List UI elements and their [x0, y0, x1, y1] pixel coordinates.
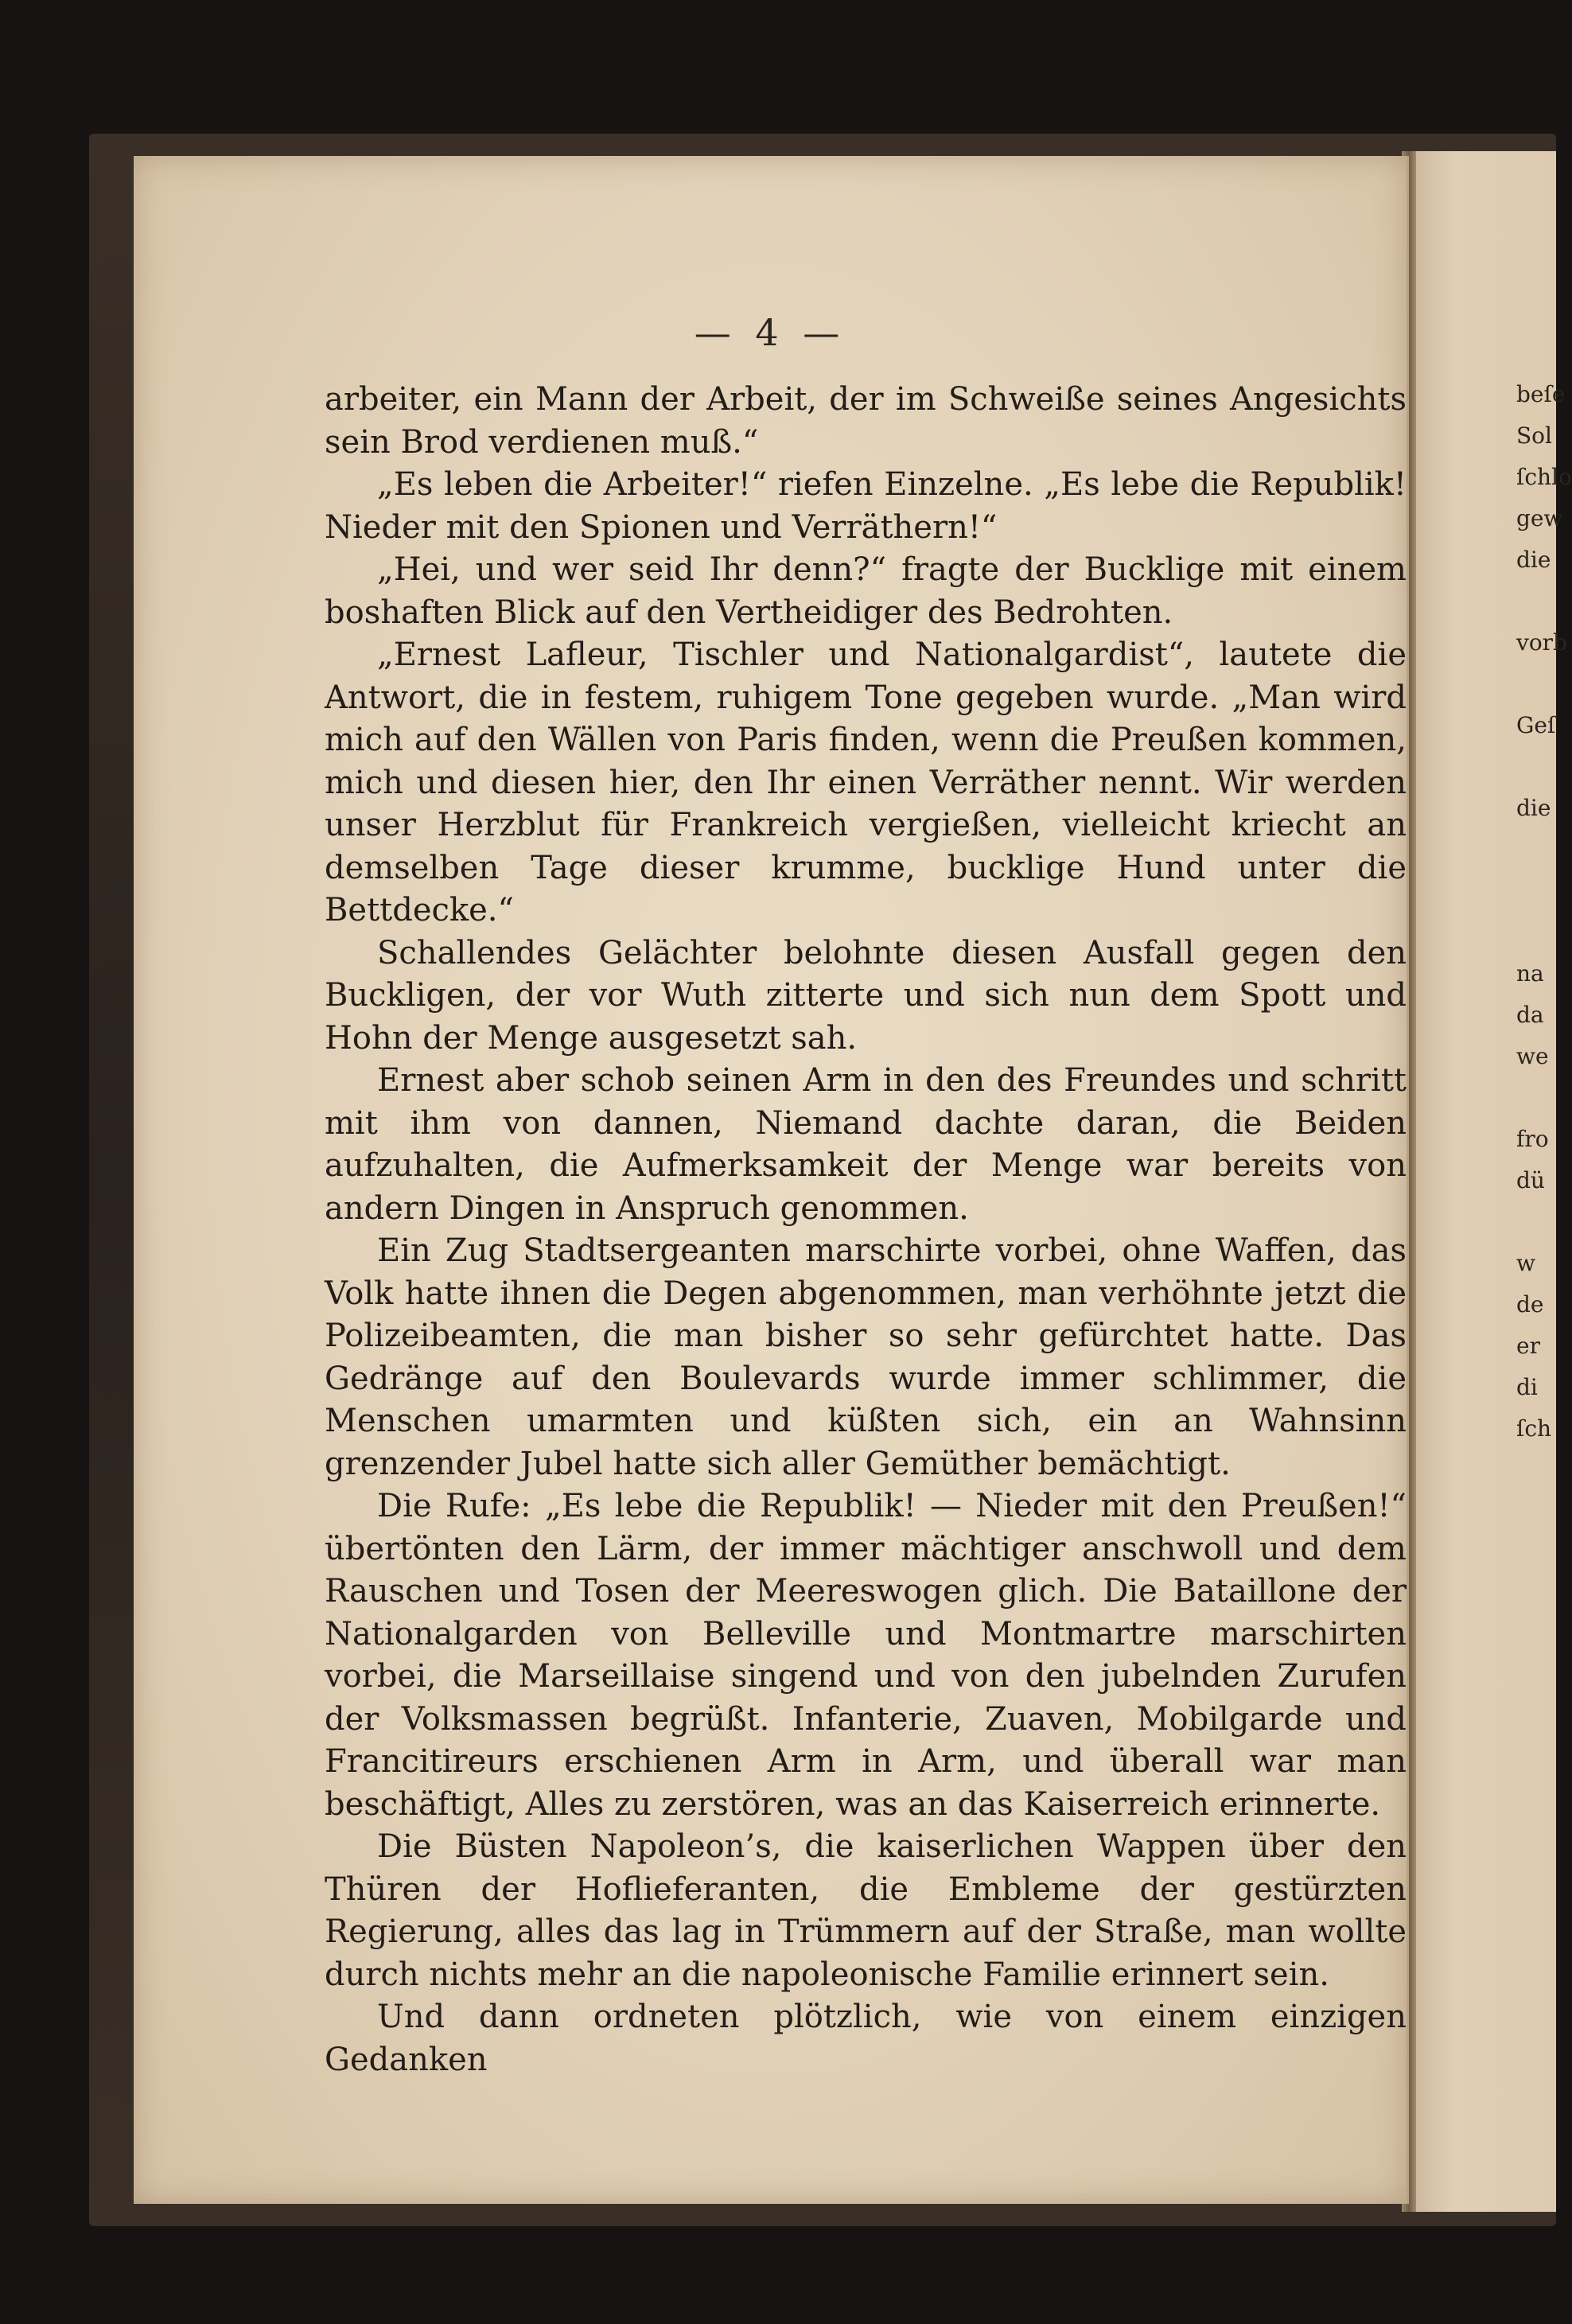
- paragraph: „Hei, und wer seid Ihr denn?“ fragte der Bucklige mit einem boshaften Blick auf den Vertheidiger des Bedrohten.: [325, 551, 1407, 631]
- facing-line: [1516, 1201, 1556, 1243]
- facing-line: da: [1516, 1002, 1544, 1028]
- facing-line: [1516, 1077, 1556, 1119]
- facing-line: [1516, 870, 1556, 912]
- facing-line: ſchlo: [1516, 464, 1572, 490]
- paragraph: arbeiter, ein Mann der Arbeit, der im Schweiße seines Angesichts sein Brod verdienen muß.“: [325, 381, 1407, 461]
- facing-line: de: [1516, 1291, 1544, 1318]
- facing-line: we: [1516, 1043, 1549, 1069]
- facing-line: fro: [1516, 1126, 1549, 1152]
- page-number: — 4 —: [694, 311, 846, 354]
- facing-line: ſch: [1516, 1415, 1552, 1442]
- paragraph: „Ernest Lafleur, Tischler und Nationalgardist“, lautete die Antwort, die in festem, ruhigem Tone gegeben wurde. „Man wird mich auf den Wällen von Paris finden, wenn die Preußen kommen, mich und diesen hier, den Ihr einen Verräther nennt. Wir werden unser Herzblut für Frankreich vergießen, vielleicht kriecht an demselben Tage dieser krumme, bucklige Hund unter die Bettdecke.“: [325, 636, 1407, 928]
- facing-line: er: [1516, 1333, 1540, 1359]
- paragraph: „Es leben die Arbeiter!“ riefen Einzelne. „Es lebe die Republik! Nieder mit den Spionen und Verräthern!“: [325, 466, 1407, 546]
- facing-line: die: [1516, 795, 1551, 821]
- facing-line: die: [1516, 547, 1551, 573]
- paragraph: Die Büsten Napoleon’s, die kaiserlichen Wappen über den Thüren der Hoflieferanten, die Embleme der gestürzten Regierung, alles das lag in Trümmern auf der Straße, man wollte durch nichts mehr an die napoleonische Familie erinnert sein.: [325, 1828, 1407, 1993]
- paragraph: Ein Zug Stadtsergeanten marschirte vorbei, ohne Waffen, das Volk hatte ihnen die Degen abgenommen, man verhöhnte jetzt die Polizeibeamten, die man bisher so sehr gefürchtet hatte. Das Gedränge auf den Boulevards wurde immer schlimmer, die Menschen umarmten und küßten sich, ein an Wahnsinn grenzender Jubel hatte sich aller Gemüther bemächtigt.: [325, 1232, 1407, 1482]
- facing-line: na: [1516, 960, 1544, 987]
- facing-line: [1516, 581, 1556, 622]
- book-page: [134, 156, 1409, 2204]
- facing-page-text: [1516, 374, 1572, 1450]
- body-text: [325, 379, 1407, 2081]
- facing-line: beſe: [1516, 381, 1566, 407]
- paragraph: Schallendes Gelächter belohnte diesen Ausfall gegen den Buckligen, der vor Wuth zitterte und sich nun dem Spott und Hohn der Menge ausgesetzt sah.: [325, 934, 1407, 1057]
- paragraph: Und dann ordneten plötzlich, wie von einem einzigen Gedanken: [325, 1999, 1407, 2078]
- facing-line: [1516, 664, 1556, 705]
- paragraph: Ernest aber schob seinen Arm in den des Freundes und schritt mit ihm von dannen, Niemand dachte daran, die Beiden aufzuhalten, die Aufmerksamkeit der Menge war bereits von andern Dingen in Anspruch genommen.: [325, 1062, 1407, 1227]
- facing-line: [1516, 829, 1556, 870]
- facing-line: Geſ: [1516, 712, 1556, 738]
- facing-line: w: [1516, 1250, 1535, 1276]
- paragraph: Die Rufe: „Es lebe die Republik! — Nieder mit den Preußen!“ übertönten den Lärm, der immer mächtiger anschwoll und dem Rauschen und Tosen der Meereswogen glich. Die Bataillone der Nationalgarden von Belleville und Montmartre marschirten vorbei, die Marseillaise singend und von den jubelnden Zurufen der Volksmassen begrüßt. Infanterie, Zuaven, Mobilgarde und Francitireurs erschienen Arm in Arm, und überall war man beschäftigt, Alles zu zerstören, was an das Kaiserreich erinnerte.: [325, 1488, 1407, 1823]
- facing-line: [1516, 912, 1556, 953]
- facing-line: Sol: [1516, 422, 1552, 449]
- facing-line: dü: [1516, 1167, 1545, 1193]
- facing-line: di: [1516, 1374, 1538, 1400]
- facing-line: vorb: [1516, 629, 1567, 656]
- facing-line: [1516, 746, 1556, 788]
- facing-line: gew: [1516, 505, 1563, 531]
